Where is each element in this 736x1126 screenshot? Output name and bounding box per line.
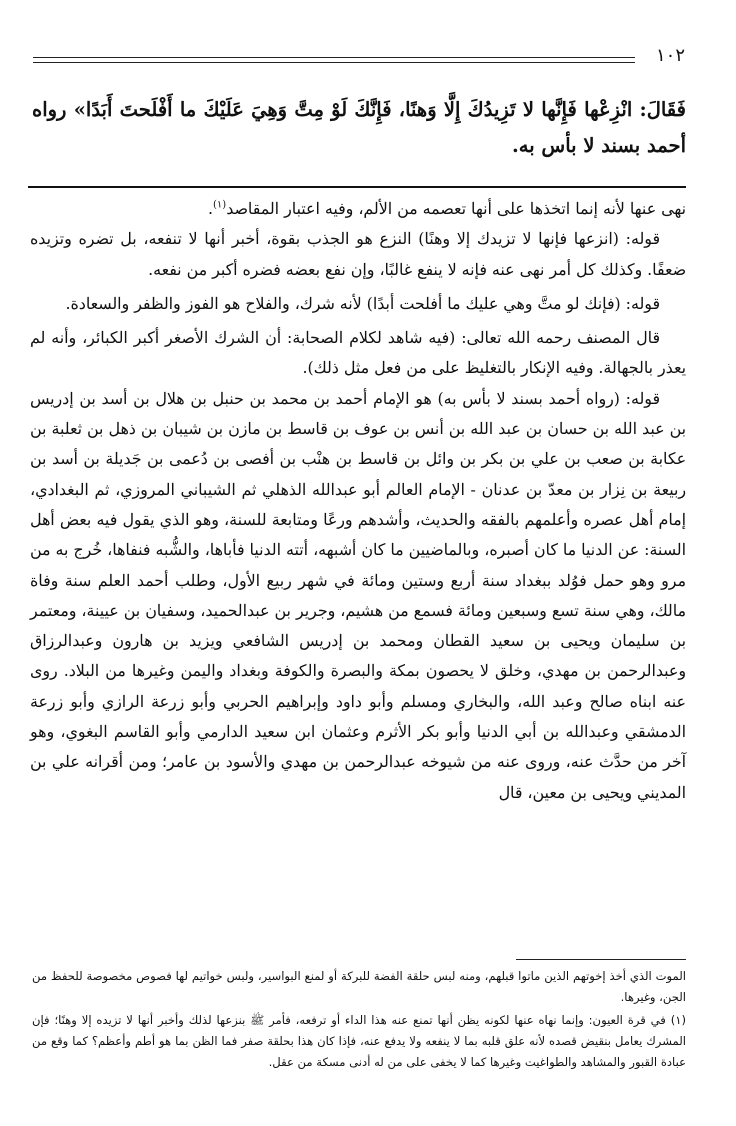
footnote-divider [516,959,686,960]
commentary [30,194,686,808]
page-number: ١٠٢ [655,45,685,66]
footnote-continuation: الموت الذي أخذ إخوتهم الذين ماتوا قبلهم، ومنه لبس حلقة الفضة للبركة أو لمنع البواسير، ولبس خواتيم لها فصوص مخصوصة للحفظ من الجن، وغيرها. [32,969,686,1004]
footnotes [32,966,686,1073]
commentary-paragraph-5: قوله: (رواه أحمد بسند لا بأس به) هو الإمام أحمد بن محمد بن حنبل بن هلال بن أسد بن إدريس بن عبد الله بن حسان بن عبد الله بن أنس بن عوف بن قاسط بن مازن بن شيبان بن ذهل بن ثعلبة بن عكابة بن صعب بن علي بن بكر بن وائل بن قاسط بن هنْب بن أفصى بن دُعمى بن جَديلة بن أسد بن ربيعة بن نِزار بن معدّ بن عدنان - الإمام العالم أبو عبدالله الذهلي ثم الشيباني المروزي، ثم البغدادي، إمام أهل عصره وأعلمهم بالفقه والحديث، وأشدهم ورعًا ومتابعة للسنة، وهو الذي يقول فيه بعض أهل السنة: عن الدنيا ما كان أصبره، وبالماضيين ما كان أشبهه، أتته الدنيا فأباها، والشُّبه فنفاها، خُرج به من مرو وهو حمل فوُلد ببغداد سنة أربع وستين ومائة في شهر ربيع الأول، وطلب أحمد العلم سنة وفاة مالك، وهي سنة تسع وسبعين ومائة فسمع من هشيم، وجرير بن عبدالحميد، وسفيان بن عيينة، ومعتمر بن سليمان ويحيى بن سعيد القطان ومحمد بن إدريس الشافعي ويزيد بن هارون وعبدالرزاق وعبدالرحمن بن مهدي، وخلق لا يحصون بمكة والبصرة والكوفة وبغداد واليمن وغيرها من البلاد. روى عنه ابناه صالح وعبد الله، والبخاري ومسلم وأبو داود وإبراهيم الحربي وأبو زرعة الرازي وأبو زرعة الدمشقي وعبدالله بن أبي الدنيا وأبو بكر الأثرم وعثمان ابن سعيد الدارمي وأبو القاسم البغوي، وهو آخر من حدَّث عنه، وروى عنه من شيوخه عبدالرحمن بن مهدي والأسود بن عامر؛ ومن أقرانه علي بن المديني ويحيى بن معين، قال [30,388,686,802]
page-header [33,45,685,70]
footnote-ref: (١) [213,199,227,211]
paragraph-text: نهى عنها لأنه إنما اتخذها على أنها تعصمه من الألم، وفيه اعتبار المقاصد [226,199,686,218]
commentary-paragraph-4: قال المصنف رحمه الله تعالى: (فيه شاهد لكلام الصحابة: أن الشرك الأصغر أكبر الكبائر، وأنه لم يعذر بالجهالة. وفيه الإنكار بالتغليظ على من فعل مثل ذلك). [30,328,686,378]
commentary-paragraph-2: قوله: (انزعها فإنها لا تزيدك إلا وهنًا) النزع هو الجذب بقوة، أخبر أنها لا تنفعه، بل تضره وتزيده ضعفًا. وكذلك كل أمر نهى عنه فإنه لا ينفع غالبًا، وإن نفع بعضه فضره أكبر من نفعه. [30,229,686,279]
section-divider [28,186,686,188]
commentary-paragraph-1 [30,194,686,224]
header-rule [33,57,635,63]
paragraph-tail: . [207,199,214,218]
hadith-text: فَقَالَ: انْزِعْها فَإِنَّها لا تَزِيدُكَ إِلَّا وَهنًا، فَإِنَّكَ لَوْ مِتَّ وَهِيَ عَلَيْكَ ما أَفْلَحتَ أَبَدًا» رواه أحمد بسند لا بأس به. [32,98,686,157]
commentary-paragraph-3: قوله: (فإنك لو متَّ وهي عليك ما أفلحت أبدًا) لأنه شرك، والفلاح هو الفوز والظفر والسعادة. [65,293,660,313]
footnote-1: (١) في قرة العيون: وإنما نهاه عنها لكونه يظن أنها تمنع عنه هذا الداء أو ترفعه، فأمر ﷺ بنزعها لذلك وأخبر أنها لا تزيده إلا وهنًا؛ فإن المشرك يعامل بنقيض قصده لأنه علق قلبه بما لا ينفعه ولا يدفع عنه، فإذا كان هذا بحلقة صفر فما الظن بما هو أطم وأعظم؟ كما وقع من عبادة القبور والمشاهد والطواغيت وغيرها كما لا يخفى على من له أدنى مسكة من عقل. [32,1013,686,1069]
